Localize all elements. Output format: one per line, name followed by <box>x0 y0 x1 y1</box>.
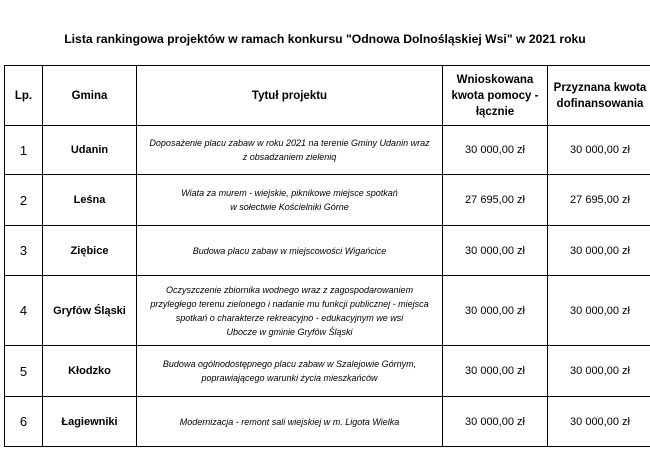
tytul-line: poprawiającego warunki życia mieszkańców <box>201 373 378 383</box>
table-row <box>5 276 650 346</box>
cell-tytul <box>137 397 443 447</box>
header-tytul: Tytuł projektu <box>137 66 443 126</box>
header-gmina: Gmina <box>43 66 137 126</box>
cell-lp: 2 <box>5 175 43 226</box>
cell-wnioskowana: 30 000,00 zł <box>443 126 548 175</box>
cell-tytul <box>137 175 443 226</box>
tytul-line: Budowa placu zabaw w miejscowości Wigańcice <box>192 245 387 256</box>
header-przyznana: Przyznana kwota dofinansowania <box>548 66 650 126</box>
table-row <box>5 346 650 397</box>
document-title: Lista rankingowa projektów w ramach konkursu "Odnowa Dolnośląskiej Wsi" w 2021 roku <box>64 32 586 46</box>
ranking-table <box>4 65 650 447</box>
table-row <box>5 126 650 175</box>
cell-wnioskowana: 30 000,00 zł <box>443 226 548 276</box>
table-row <box>5 397 650 447</box>
cell-przyznana: 27 695,00 zł <box>548 175 650 226</box>
cell-wnioskowana: 30 000,00 zł <box>443 276 548 346</box>
tytul-line: z obsadzaniem zieleniq <box>242 152 337 162</box>
cell-gmina: Gryfów Śląski <box>43 276 137 346</box>
header-wnioskowana: Wnioskowana kwota pomocy - łącznie <box>443 66 548 126</box>
cell-tytul <box>137 126 443 175</box>
tytul-line: Doposażenie placu zabaw w roku 2021 na terenie Gminy Udanin wraz <box>149 138 430 148</box>
tytul-line: w sołectwie Kościelniki Górne <box>230 202 349 212</box>
tytul-line: Budowa ogólnodostępnego placu zabaw w Szalejowie Górnym, <box>162 359 417 369</box>
tytul-line: Ubocze w gminie Gryfów Śląski <box>226 326 353 337</box>
cell-tytul <box>137 276 443 346</box>
cell-przyznana: 30 000,00 zł <box>548 126 650 175</box>
cell-przyznana: 30 000,00 zł <box>548 226 650 276</box>
cell-gmina: Udanin <box>43 126 137 175</box>
cell-tytul <box>137 226 443 276</box>
table-header-row <box>5 66 650 126</box>
cell-lp: 4 <box>5 276 43 346</box>
cell-lp: 3 <box>5 226 43 276</box>
tytul-line: Wiata za murem - wiejskie, piknikowe miejsce spotkań <box>181 188 398 198</box>
cell-gmina: Ziębice <box>43 226 137 276</box>
cell-wnioskowana: 30 000,00 zł <box>443 397 548 447</box>
table-row <box>5 226 650 276</box>
cell-lp: 6 <box>5 397 43 447</box>
cell-lp: 5 <box>5 346 43 397</box>
tytul-line: Oczyszczenie zbiornika wodnego wraz z zagospodarowaniem <box>165 284 414 295</box>
cell-przyznana: 30 000,00 zł <box>548 276 650 346</box>
cell-tytul <box>137 346 443 397</box>
cell-wnioskowana: 27 695,00 zł <box>443 175 548 226</box>
tytul-line: Modernizacja - remont sali wiejskiej w m. Ligota Wielka <box>179 416 400 427</box>
tytul-line: przyległego terenu zielonego i nadanie mu funkcji publicznej - miejsca <box>150 298 429 309</box>
header-lp: Lp. <box>5 66 43 126</box>
tytul-line: spotkań o charakterze rekreacyjno - edukacyjnym we wsi <box>175 312 404 323</box>
cell-gmina: Łagiewniki <box>43 397 137 447</box>
table-row <box>5 175 650 226</box>
cell-przyznana: 30 000,00 zł <box>548 346 650 397</box>
cell-gmina: Kłodzko <box>43 346 137 397</box>
cell-przyznana: 30 000,00 zł <box>548 397 650 447</box>
cell-lp: 1 <box>5 126 43 175</box>
cell-gmina: Leśna <box>43 175 137 226</box>
cell-wnioskowana: 30 000,00 zł <box>443 346 548 397</box>
